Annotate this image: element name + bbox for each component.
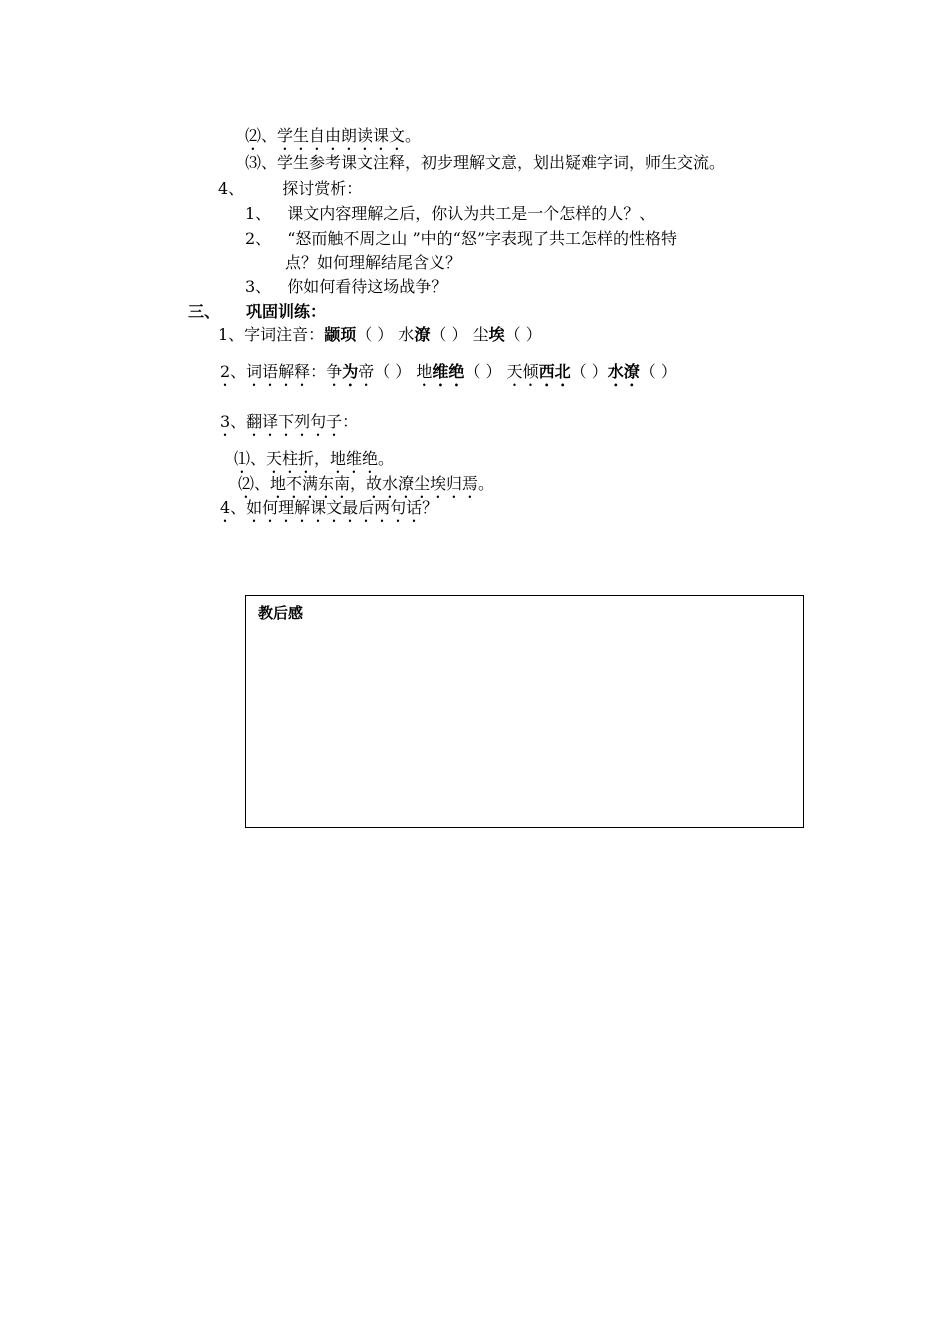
answer-blank: （ ）: [430, 325, 468, 344]
discussion-question-2: [245, 229, 677, 249]
term-char: 地: [416, 362, 433, 381]
term-shuilao: 水潦: [607, 362, 640, 381]
sentence-2: ⑵、地不满东南，故水潦尘埃归焉。: [238, 474, 495, 493]
term-wei: 为: [342, 362, 359, 381]
section-3-title: 巩固训练：: [246, 302, 327, 321]
discussion-question-1: [245, 204, 655, 224]
term-xibei: 西北: [538, 362, 571, 381]
term-weijue: 维绝: [432, 362, 465, 381]
answer-blank: 帝（ ）: [358, 362, 412, 381]
term-char: 争: [326, 362, 343, 381]
question-text: 你如何看待这场战争？: [287, 277, 448, 296]
procedure-step-3: ⑶、学生参考课文注释，初步理解文意，划出疑难字词，师生交流。: [245, 153, 726, 172]
question-number: 2、: [245, 229, 272, 248]
procedure-step-2: ⑵、学生自由朗读课文。: [245, 126, 422, 145]
term-shuilao: 潦: [414, 325, 431, 344]
section-4-heading: [218, 179, 362, 199]
question-number: 1、: [245, 204, 272, 223]
term-zhuanxu: 颛顼: [324, 325, 357, 344]
answer-blank: （ ）: [639, 362, 677, 381]
answer-blank: （ ）: [504, 325, 542, 344]
reflection-box-title: 教后感: [258, 604, 304, 622]
term-char: 尘: [472, 325, 489, 344]
answer-blank: （ ）: [464, 362, 502, 381]
exercise-2-label: 2、词语解释：: [220, 362, 327, 381]
exercise-1-pronunciation: [218, 325, 542, 345]
section-3-number: 三、: [188, 302, 221, 321]
exercise-1-label: 1、字词注音：: [218, 325, 325, 344]
term-chenai: 埃: [488, 325, 505, 344]
answer-blank: （ ）: [570, 362, 608, 381]
discussion-question-2-cont: 点？如何理解结尾含义？: [285, 253, 462, 272]
term-char: 水: [398, 325, 415, 344]
term-char: 天倾: [506, 362, 539, 381]
discussion-question-3: [245, 277, 447, 297]
question-number: 3、: [245, 277, 272, 296]
exercise-3-label: 3、翻译下列句子：: [220, 412, 359, 431]
section-3-heading: [188, 302, 326, 322]
reflection-box: [245, 595, 804, 828]
question-text: 课文内容理解之后，你认为共工是一个怎样的人？、: [287, 204, 656, 223]
sentence-1: ⑴、天柱折，地维绝。: [234, 449, 395, 468]
section-4-number: 4、: [218, 179, 245, 198]
answer-blank: （ ）: [356, 325, 394, 344]
section-4-title: 探讨赏析：: [282, 179, 363, 198]
exercise-2-definitions: [220, 362, 677, 390]
question-text: “怒而触不周之山 ”中的“怒”字表现了共工怎样的性格特: [287, 229, 677, 248]
exercise-4: 4、如何理解课文最后两句话？: [220, 498, 439, 517]
